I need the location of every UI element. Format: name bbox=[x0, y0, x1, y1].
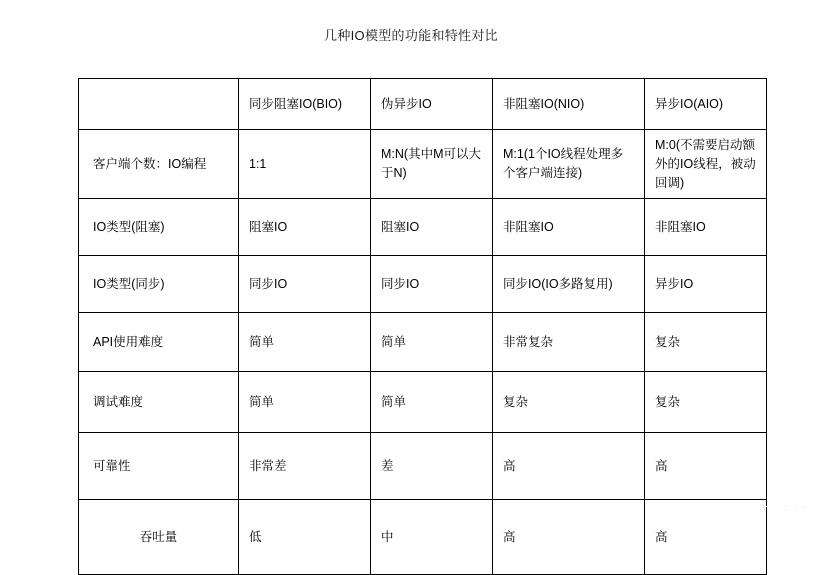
cell-throughput-pseudo: 中 bbox=[371, 500, 493, 575]
header-cell-aio: 异步IO(AIO) bbox=[645, 79, 767, 130]
cell-reliability-pseudo: 差 bbox=[371, 433, 493, 500]
table-header-row bbox=[79, 79, 767, 130]
cell-client-count-aio: M:0(不需要启动额外的IO线程，被动回调) bbox=[645, 130, 767, 199]
table-row bbox=[79, 372, 767, 433]
cell-throughput-aio: 高 bbox=[645, 500, 767, 575]
cell-client-count-bio: 1:1 bbox=[239, 130, 371, 199]
table-row bbox=[79, 500, 767, 575]
page-title: 几种IO模型的功能和特性对比 bbox=[324, 28, 498, 43]
cell-io-type-blocking-nio: 非阻塞IO bbox=[493, 199, 645, 256]
cell-debug-difficulty-pseudo: 简单 bbox=[371, 372, 493, 433]
row-label-reliability: 可靠性 bbox=[79, 433, 239, 500]
row-label-throughput: 吞吐量 bbox=[79, 500, 239, 575]
row-label-io-type-blocking: IO类型(阻塞) bbox=[79, 199, 239, 256]
cell-io-type-blocking-pseudo: 阻塞IO bbox=[371, 199, 493, 256]
cell-throughput-nio: 高 bbox=[493, 500, 645, 575]
cell-throughput-bio: 低 bbox=[239, 500, 371, 575]
cell-client-count-pseudo: M:N(其中M可以大于N) bbox=[371, 130, 493, 199]
table-row bbox=[79, 313, 767, 372]
cell-api-difficulty-pseudo: 简单 bbox=[371, 313, 493, 372]
cell-io-type-blocking-bio: 阻塞IO bbox=[239, 199, 371, 256]
row-label-io-type-sync: IO类型(同步) bbox=[79, 256, 239, 313]
cell-debug-difficulty-nio: 复杂 bbox=[493, 372, 645, 433]
table-row bbox=[79, 433, 767, 500]
comparison-table-container bbox=[78, 78, 766, 575]
cell-io-type-sync-pseudo: 同步IO bbox=[371, 256, 493, 313]
cell-debug-difficulty-aio: 复杂 bbox=[645, 372, 767, 433]
cell-api-difficulty-aio: 复杂 bbox=[645, 313, 767, 372]
cell-debug-difficulty-bio: 简单 bbox=[239, 372, 371, 433]
cell-io-type-blocking-aio: 非阻塞IO bbox=[645, 199, 767, 256]
io-model-comparison-table bbox=[78, 78, 767, 575]
row-label-debug-difficulty: 调试难度 bbox=[79, 372, 239, 433]
cell-api-difficulty-nio: 非常复杂 bbox=[493, 313, 645, 372]
table-row bbox=[79, 199, 767, 256]
cell-reliability-aio: 高 bbox=[645, 433, 767, 500]
table-row bbox=[79, 256, 767, 313]
cell-io-type-sync-bio: 同步IO bbox=[239, 256, 371, 313]
header-cell-nio: 非阻塞IO(NIO) bbox=[493, 79, 645, 130]
cell-io-type-sync-nio: 同步IO(IO多路复用) bbox=[493, 256, 645, 313]
cell-api-difficulty-bio: 简单 bbox=[239, 313, 371, 372]
watermark: · · · · · bbox=[765, 501, 808, 511]
cell-reliability-bio: 非常差 bbox=[239, 433, 371, 500]
row-label-client-count: 客户端个数：IO编程 bbox=[79, 130, 239, 199]
cell-client-count-nio: M:1(1个IO线程处理多个客户端连接) bbox=[493, 130, 645, 199]
header-cell-corner bbox=[79, 79, 239, 130]
cell-reliability-nio: 高 bbox=[493, 433, 645, 500]
cell-io-type-sync-aio: 异步IO bbox=[645, 256, 767, 313]
table-row bbox=[79, 130, 767, 199]
row-label-api-difficulty: API使用难度 bbox=[79, 313, 239, 372]
header-cell-pseudo-async: 伪异步IO bbox=[371, 79, 493, 130]
header-cell-bio: 同步阻塞IO(BIO) bbox=[239, 79, 371, 130]
